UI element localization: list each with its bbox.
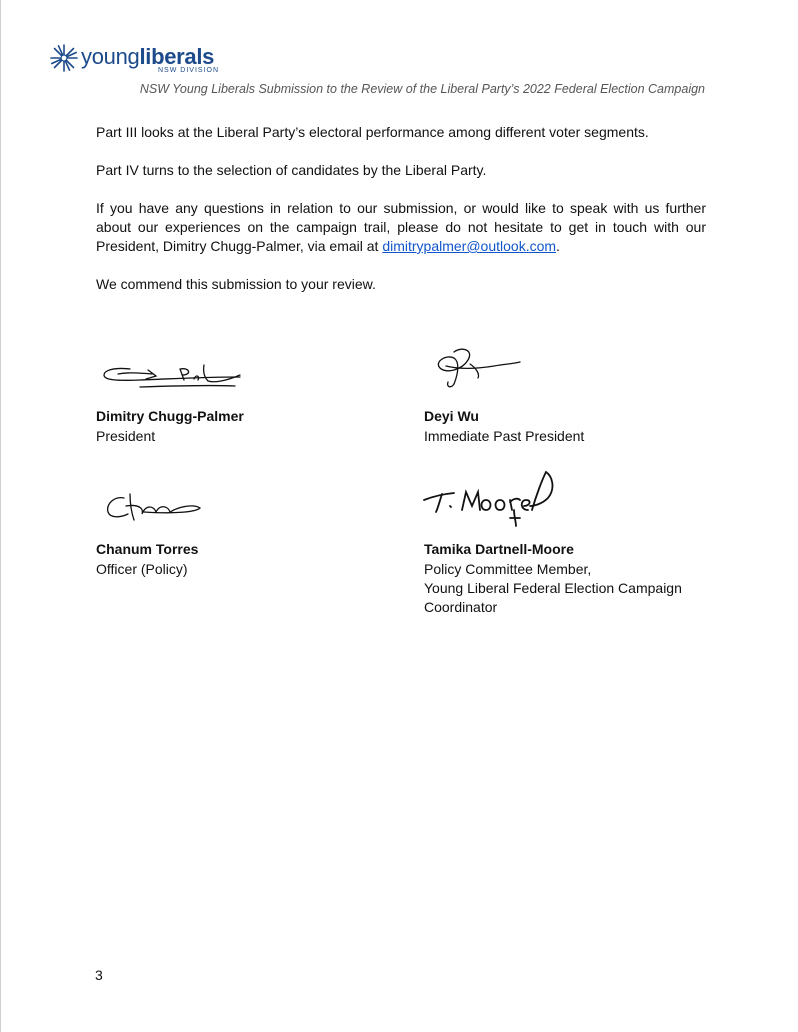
email-link[interactable]: dimitrypalmer@outlook.com bbox=[382, 238, 557, 254]
signatory-role-line-3: Coordinator bbox=[424, 599, 498, 615]
logo-word-young: young bbox=[81, 44, 140, 69]
paragraph-part-iv: Part IV turns to the selection of candidates by the Liberal Party. bbox=[96, 162, 487, 178]
paragraph-commend: We commend this submission to your review. bbox=[96, 276, 376, 292]
signature-dimitry bbox=[100, 355, 245, 395]
logo-word-liberals: liberals bbox=[139, 44, 215, 69]
signatory-name: Chanum Torres bbox=[96, 541, 199, 557]
signatory-role: Immediate Past President bbox=[424, 428, 585, 444]
signatory-role: President bbox=[96, 428, 156, 444]
contact-text-end: . bbox=[556, 238, 560, 254]
signatory-role: Officer (Policy) bbox=[96, 561, 188, 577]
page-border bbox=[0, 0, 1, 1032]
logo-subtitle: NSW DIVISION bbox=[158, 67, 220, 74]
signatory-role-line-2: Young Liberal Federal Election Campaign bbox=[424, 580, 682, 596]
paragraph-part-iii: Part III looks at the Liberal Party’s electoral performance among different voter segments. bbox=[96, 124, 649, 140]
starburst-logo-icon bbox=[49, 43, 79, 73]
signature-chanum bbox=[104, 490, 204, 524]
contact-text: If you have any questions in relation to our submission, or would like to speak with us further about our experiences on the campaign trail, please do not hesitate to get in touch with our President, Dimitry Chugg-Palmer, via email at bbox=[96, 200, 706, 254]
signature-deyi bbox=[432, 344, 527, 392]
document-header: NSW Young Liberals Submission to the Review of the Liberal Party’s 2022 Federal Election Campaign bbox=[139, 82, 705, 96]
page-number: 3 bbox=[95, 967, 103, 983]
signature-tamika bbox=[420, 466, 560, 528]
signatory-name: Dimitry Chugg-Palmer bbox=[96, 408, 244, 424]
paragraph-contact bbox=[96, 199, 706, 256]
signatory-name: Deyi Wu bbox=[424, 408, 479, 424]
signatory-role-line-1: Policy Committee Member, bbox=[424, 561, 592, 577]
signatory-name: Tamika Dartnell-Moore bbox=[424, 541, 574, 557]
